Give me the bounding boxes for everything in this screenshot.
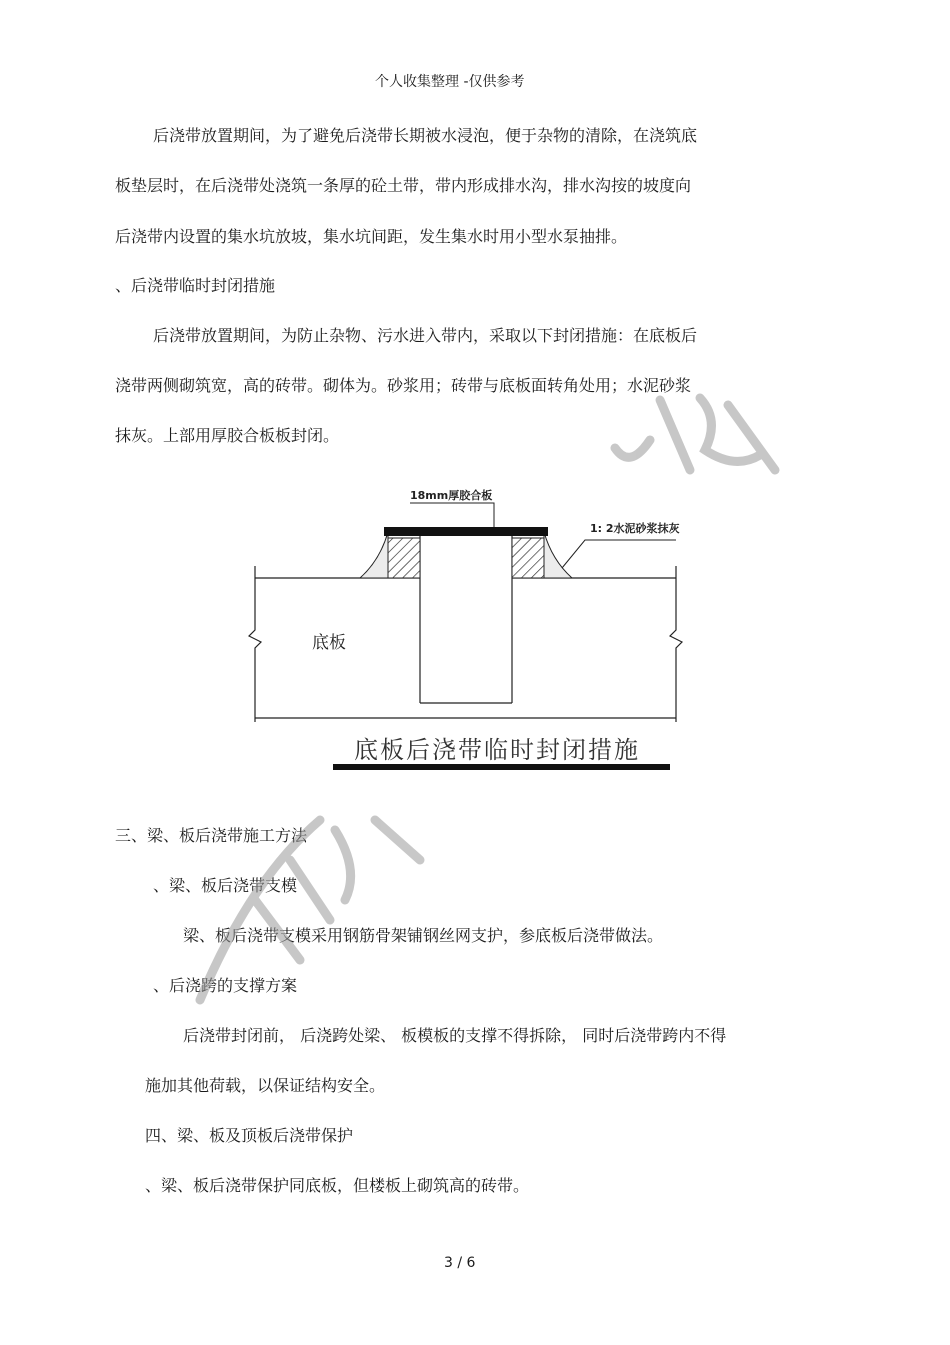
- page-header: 个人收集整理 -仅供参考: [375, 74, 525, 90]
- paragraph-line: 后浇带封闭前， 后浇跨处梁、 板模板的支撑不得拆除， 同时后浇带跨内不得: [183, 1026, 727, 1045]
- section-heading: 四、梁、板及顶板后浇带保护: [145, 1126, 354, 1145]
- paragraph-line: 浇带两侧砌筑宽，高的砖带。砌体为。砂浆用；砖带与底板面转角处用；水泥砂浆: [115, 376, 692, 395]
- page-number: 3 / 6: [444, 1255, 476, 1271]
- section-heading: 、后浇带临时封闭措施: [115, 276, 276, 295]
- paragraph-line: 后浇带放置期间，为了避免后浇带长期被水浸泡，便于杂物的清除，在浇筑底: [153, 126, 698, 145]
- paragraph-line: 板垫层时，在后浇带处浇筑一条厚的砼土带，带内形成排水沟，排水沟按的坡度向: [115, 176, 692, 195]
- paragraph-line: 后浇带放置期间，为防止杂物、污水进入带内，采取以下封闭措施：在底板后: [153, 326, 698, 345]
- paragraph-line: 施加其他荷载，以保证结构安全。: [145, 1076, 386, 1095]
- mortar-label: 1: 2水泥砂浆抹灰: [590, 522, 680, 535]
- paragraph-line: 、梁、板后浇带保护同底板，但楼板上砌筑高的砖带。: [145, 1176, 530, 1195]
- sub-heading: 、后浇跨的支撑方案: [153, 976, 298, 995]
- section-heading: 三、梁、板后浇带施工方法: [115, 826, 308, 845]
- paragraph-line: 抹灰。上部用厚胶合板板封闭。: [115, 426, 340, 445]
- paragraph-line: 梁、板后浇带支模采用钢筋骨架铺钢丝网支护，参底板后浇带做法。: [183, 926, 664, 945]
- sub-heading: 、梁、板后浇带支模: [153, 876, 298, 895]
- diagram-caption: 底板后浇带临时封闭措施: [354, 736, 640, 764]
- paragraph-line: 后浇带内设置的集水坑放坡，集水坑间距，发生集水时用小型水泵抽排。: [115, 227, 628, 246]
- slab-label: 底板: [312, 633, 346, 653]
- plywood-label: 18mm厚胶合板: [410, 489, 493, 502]
